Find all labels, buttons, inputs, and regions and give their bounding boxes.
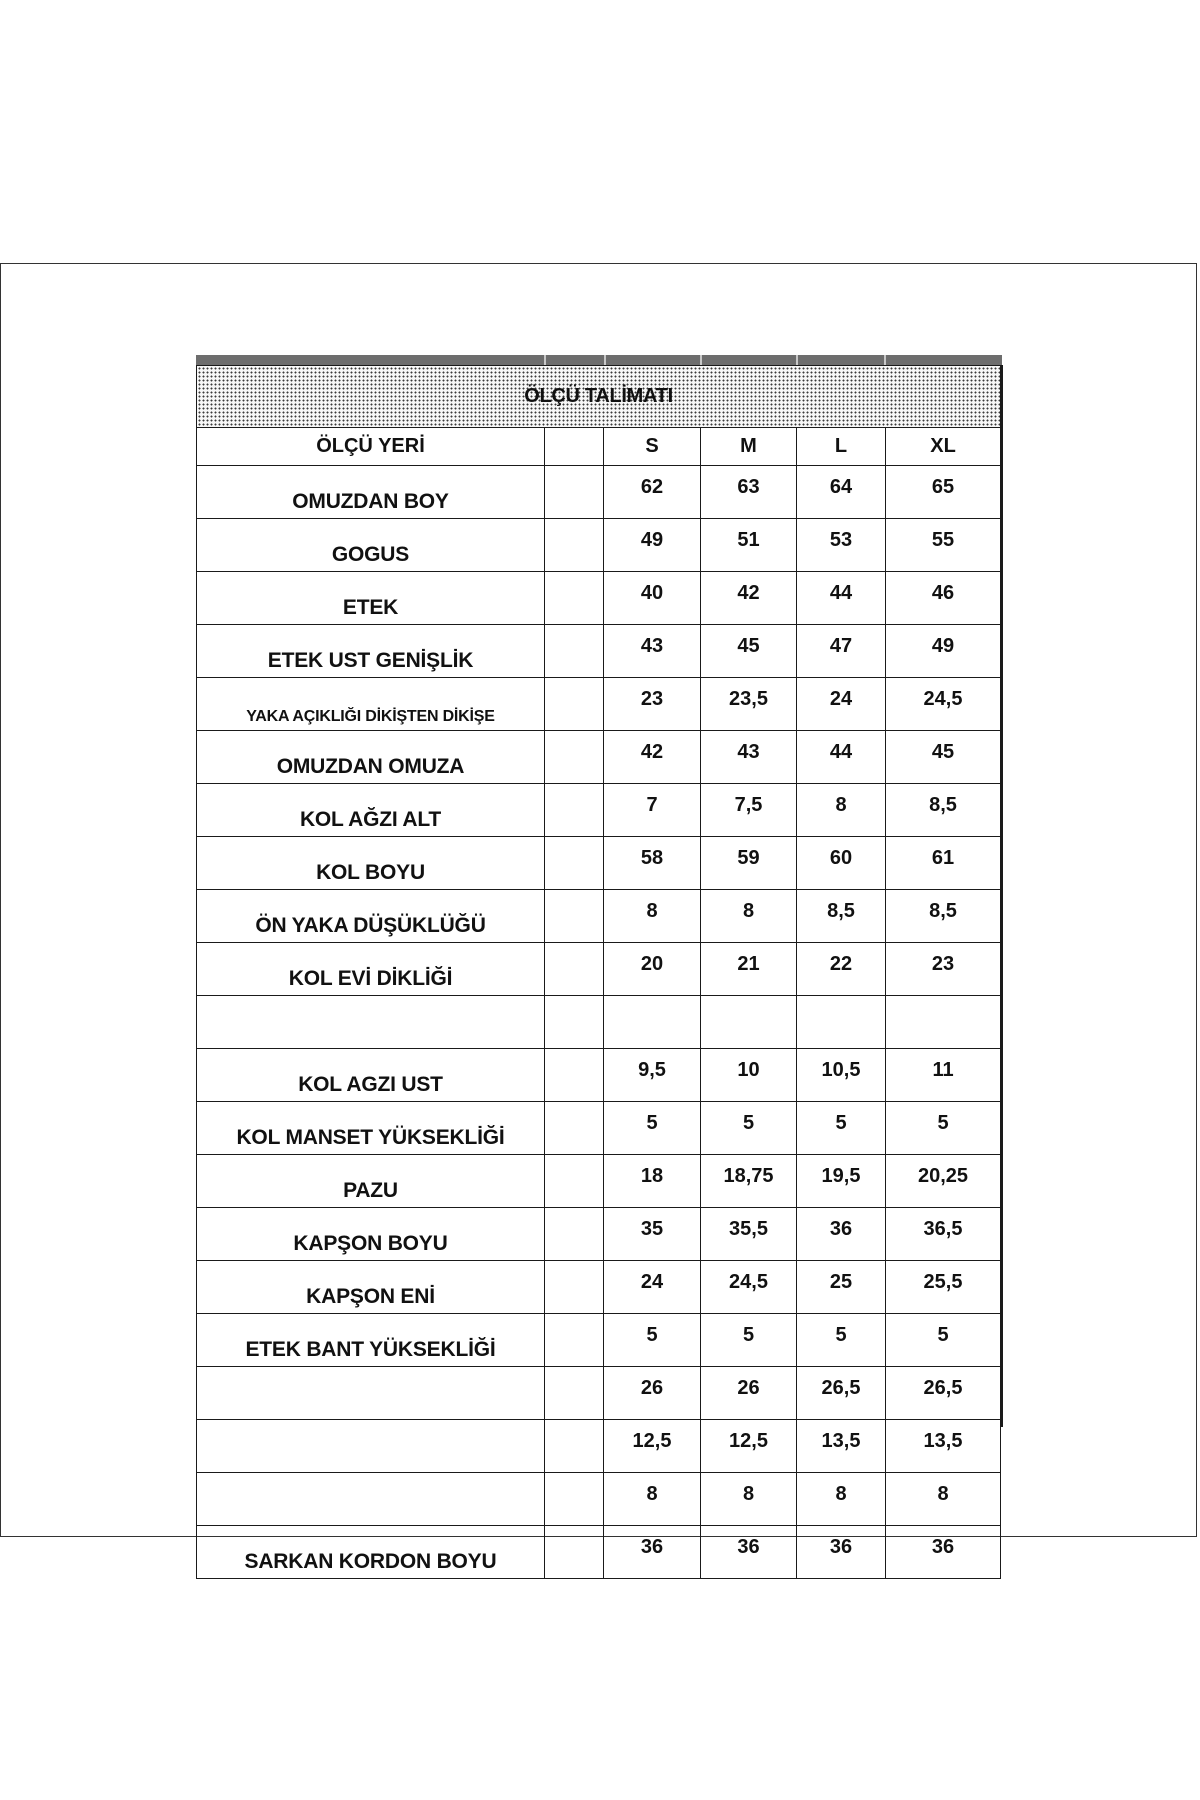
table-row xyxy=(197,678,1001,731)
size-value-cell: 12,5 xyxy=(604,1420,701,1473)
size-value-cell: 43 xyxy=(604,625,701,678)
size-value-cell: 46 xyxy=(886,572,1001,625)
blank-cell xyxy=(545,731,604,784)
table-row xyxy=(197,1155,1001,1208)
size-value-cell: 8 xyxy=(701,890,797,943)
blank-cell xyxy=(545,625,604,678)
size-value-cell: 53 xyxy=(797,519,886,572)
blank-cell xyxy=(545,1155,604,1208)
size-value-cell: 5 xyxy=(886,1102,1001,1155)
table-row xyxy=(197,1367,1001,1420)
header-row xyxy=(197,428,1001,466)
size-value-cell: 65 xyxy=(886,466,1001,519)
size-value-cell: 23 xyxy=(886,943,1001,996)
measurement-label: KOL EVİ DİKLİĞİ xyxy=(197,943,545,996)
table-row xyxy=(197,1261,1001,1314)
size-value-cell: 5 xyxy=(701,1314,797,1367)
blank-cell xyxy=(545,1049,604,1102)
size-value-cell: 8,5 xyxy=(797,890,886,943)
measurement-label: KOL AGZI UST xyxy=(197,1049,545,1102)
measurement-label: OMUZDAN OMUZA xyxy=(197,731,545,784)
size-value-cell: 20,25 xyxy=(886,1155,1001,1208)
size-value-cell: 18,75 xyxy=(701,1155,797,1208)
table-row xyxy=(197,1049,1001,1102)
blank-cell xyxy=(545,837,604,890)
size-value-cell: 59 xyxy=(701,837,797,890)
size-value-cell xyxy=(797,996,886,1049)
measurement-label: ÖN YAKA DÜŞÜKLÜĞÜ xyxy=(197,890,545,943)
table-row xyxy=(197,1208,1001,1261)
size-value-cell: 63 xyxy=(701,466,797,519)
size-value-cell: 8 xyxy=(604,1473,701,1526)
measurement-label: GOGUS xyxy=(197,519,545,572)
blank-cell xyxy=(545,572,604,625)
blank-cell xyxy=(545,519,604,572)
size-value-cell: 62 xyxy=(604,466,701,519)
header-size-l: L xyxy=(797,428,886,466)
size-value-cell: 5 xyxy=(604,1314,701,1367)
size-value-cell: 45 xyxy=(886,731,1001,784)
size-value-cell: 36 xyxy=(886,1526,1001,1579)
header-blank-cell xyxy=(545,428,604,466)
header-size-xl: XL xyxy=(886,428,1001,466)
blank-cell xyxy=(545,996,604,1049)
table-row xyxy=(197,943,1001,996)
header-size-s: S xyxy=(604,428,701,466)
size-value-cell: 9,5 xyxy=(604,1049,701,1102)
size-value-cell: 5 xyxy=(797,1102,886,1155)
size-value-cell: 44 xyxy=(797,731,886,784)
size-value-cell: 42 xyxy=(604,731,701,784)
size-value-cell: 61 xyxy=(886,837,1001,890)
measurement-label: KOL BOYU xyxy=(197,837,545,890)
table-row xyxy=(197,1102,1001,1155)
size-value-cell: 10 xyxy=(701,1049,797,1102)
size-value-cell: 60 xyxy=(797,837,886,890)
size-value-cell: 55 xyxy=(886,519,1001,572)
measurement-label xyxy=(197,1367,545,1420)
blank-cell xyxy=(545,1473,604,1526)
measurement-label: KOL AĞZI ALT xyxy=(197,784,545,837)
blank-cell xyxy=(545,1261,604,1314)
size-value-cell: 35,5 xyxy=(701,1208,797,1261)
blank-cell xyxy=(545,466,604,519)
size-value-cell: 11 xyxy=(886,1049,1001,1102)
measurement-label xyxy=(197,1420,545,1473)
size-value-cell: 26,5 xyxy=(797,1367,886,1420)
size-value-cell: 7,5 xyxy=(701,784,797,837)
measurement-label: PAZU xyxy=(197,1155,545,1208)
size-value-cell: 13,5 xyxy=(797,1420,886,1473)
measurement-label: KOL MANSET YÜKSEKLİĞİ xyxy=(197,1102,545,1155)
blank-cell xyxy=(545,1420,604,1473)
size-value-cell: 24 xyxy=(797,678,886,731)
size-value-cell: 26 xyxy=(701,1367,797,1420)
measurement-label: OMUZDAN BOY xyxy=(197,466,545,519)
size-value-cell: 35 xyxy=(604,1208,701,1261)
blank-cell xyxy=(545,1102,604,1155)
blank-cell xyxy=(545,890,604,943)
size-value-cell: 40 xyxy=(604,572,701,625)
size-value-cell: 49 xyxy=(604,519,701,572)
size-value-cell: 51 xyxy=(701,519,797,572)
size-chart-sheet xyxy=(196,355,1008,1573)
size-value-cell: 8 xyxy=(604,890,701,943)
size-value-cell: 8,5 xyxy=(886,890,1001,943)
size-value-cell: 5 xyxy=(886,1314,1001,1367)
size-value-cell xyxy=(604,996,701,1049)
size-value-cell: 24,5 xyxy=(886,678,1001,731)
size-value-cell: 49 xyxy=(886,625,1001,678)
size-value-cell: 19,5 xyxy=(797,1155,886,1208)
size-value-cell: 10,5 xyxy=(797,1049,886,1102)
blank-cell xyxy=(545,943,604,996)
measurement-label: YAKA AÇIKLIĞI DİKİŞTEN DİKİŞE xyxy=(197,678,545,731)
table-row xyxy=(197,1314,1001,1367)
size-value-cell xyxy=(886,996,1001,1049)
blank-cell xyxy=(545,1526,604,1579)
size-value-cell: 26 xyxy=(604,1367,701,1420)
table-row xyxy=(197,1526,1001,1579)
size-value-cell: 44 xyxy=(797,572,886,625)
size-chart-table xyxy=(196,365,1001,1579)
size-value-cell: 18 xyxy=(604,1155,701,1208)
table-row xyxy=(197,572,1001,625)
measurement-label: ETEK xyxy=(197,572,545,625)
size-value-cell: 22 xyxy=(797,943,886,996)
size-value-cell: 23 xyxy=(604,678,701,731)
chart-title-text: ÖLÇÜ TALİMATI xyxy=(524,385,673,407)
blank-cell xyxy=(545,1367,604,1420)
blank-cell xyxy=(545,1314,604,1367)
size-value-cell: 12,5 xyxy=(701,1420,797,1473)
table-row xyxy=(197,1473,1001,1526)
table-row xyxy=(197,519,1001,572)
size-value-cell: 5 xyxy=(604,1102,701,1155)
measurement-label xyxy=(197,1473,545,1526)
table-row xyxy=(197,1420,1001,1473)
measurement-label xyxy=(197,996,545,1049)
header-size-m: M xyxy=(701,428,797,466)
measurement-label: KAPŞON BOYU xyxy=(197,1208,545,1261)
size-value-cell: 47 xyxy=(797,625,886,678)
size-value-cell: 8,5 xyxy=(886,784,1001,837)
size-value-cell: 23,5 xyxy=(701,678,797,731)
header-label-cell: ÖLÇÜ YERİ xyxy=(197,428,545,466)
table-row xyxy=(197,466,1001,519)
blank-cell xyxy=(545,678,604,731)
size-value-cell: 20 xyxy=(604,943,701,996)
blank-cell xyxy=(545,784,604,837)
size-value-cell: 24,5 xyxy=(701,1261,797,1314)
size-value-cell: 25,5 xyxy=(886,1261,1001,1314)
size-value-cell: 24 xyxy=(604,1261,701,1314)
size-value-cell: 36 xyxy=(604,1526,701,1579)
measurement-label: KAPŞON ENİ xyxy=(197,1261,545,1314)
size-value-cell: 45 xyxy=(701,625,797,678)
size-value-cell: 25 xyxy=(797,1261,886,1314)
size-value-cell: 5 xyxy=(797,1314,886,1367)
chart-title xyxy=(197,366,1001,428)
measurement-label: SARKAN KORDON BOYU xyxy=(197,1526,545,1579)
size-value-cell: 5 xyxy=(701,1102,797,1155)
size-value-cell: 13,5 xyxy=(886,1420,1001,1473)
table-row xyxy=(197,996,1001,1049)
blank-cell xyxy=(545,1208,604,1261)
size-value-cell: 8 xyxy=(797,1473,886,1526)
size-value-cell: 36 xyxy=(797,1208,886,1261)
size-value-cell: 36 xyxy=(797,1526,886,1579)
table-row xyxy=(197,625,1001,678)
table-row xyxy=(197,731,1001,784)
measurement-label: ETEK BANT YÜKSEKLİĞİ xyxy=(197,1314,545,1367)
table-row xyxy=(197,890,1001,943)
size-value-cell: 36,5 xyxy=(886,1208,1001,1261)
size-value-cell: 8 xyxy=(701,1473,797,1526)
table-right-edge xyxy=(1000,365,1003,1427)
size-value-cell: 8 xyxy=(886,1473,1001,1526)
table-row xyxy=(197,784,1001,837)
size-value-cell: 42 xyxy=(701,572,797,625)
size-value-cell: 64 xyxy=(797,466,886,519)
size-value-cell: 36 xyxy=(701,1526,797,1579)
size-value-cell: 8 xyxy=(797,784,886,837)
measurement-label: ETEK UST GENİŞLİK xyxy=(197,625,545,678)
size-value-cell: 43 xyxy=(701,731,797,784)
size-value-cell: 7 xyxy=(604,784,701,837)
size-value-cell: 26,5 xyxy=(886,1367,1001,1420)
size-value-cell: 21 xyxy=(701,943,797,996)
size-value-cell: 58 xyxy=(604,837,701,890)
table-row xyxy=(197,837,1001,890)
size-value-cell xyxy=(701,996,797,1049)
column-header-strip xyxy=(196,355,1002,365)
